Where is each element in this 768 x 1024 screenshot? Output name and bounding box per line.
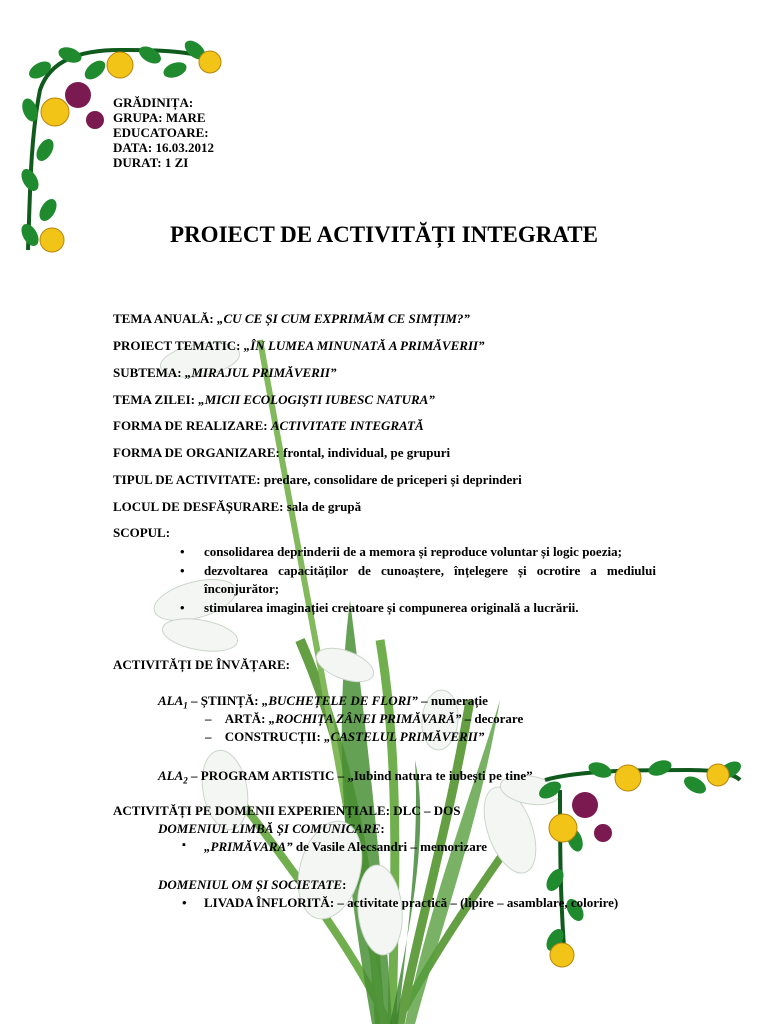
- realization-form-label: FORMA DE REALIZARE:: [113, 418, 271, 433]
- ala2-label: ALA: [158, 768, 184, 783]
- scope-list: [178, 543, 656, 618]
- ala2-line: [158, 768, 533, 786]
- bullet-icon: •: [180, 563, 185, 578]
- language-domain-line: DOMENIUL LIMBĂ ȘI COMUNICARE:: [158, 821, 385, 836]
- art-suffix: – decorare: [461, 711, 524, 726]
- poem-title: „PRIMĂVARA”: [204, 839, 293, 854]
- thematic-project-value: „ÎN LUMEA MINUNATĂ A PRIMĂVERII”: [243, 338, 485, 353]
- thematic-project-label: PROIECT TEMATIC:: [113, 338, 244, 353]
- subtheme-line: [113, 365, 336, 381]
- poem-line: [180, 839, 487, 855]
- ala1-suffix: – numerație: [417, 693, 488, 708]
- art-dash: –: [205, 711, 212, 726]
- society-domain-line: DOMENIUL OM ȘI SOCIETATE:: [158, 877, 347, 892]
- construction-value: „CASTELUL PRIMĂVERII”: [324, 729, 485, 744]
- thematic-project-line: [113, 338, 485, 354]
- poem-rest: de Vasile Alecsandri – memorizare: [292, 839, 487, 854]
- bullet-icon: •: [182, 895, 187, 910]
- location-line: LOCUL DE DESFĂȘURARE: sala de grupă: [113, 499, 362, 514]
- kindergarten-label: GRĂDINIȚA:: [113, 95, 194, 110]
- ala2-subscript: 2: [183, 775, 188, 786]
- art-label: ARTĂ:: [224, 711, 269, 726]
- snowdrop-bouquet: [150, 337, 562, 1024]
- subtheme-value: „MIRAJUL PRIMĂVERII”: [184, 365, 337, 380]
- list-item: • stimularea imaginației creatoare și compunerea originală a lucrării.: [180, 600, 579, 615]
- floral-corner-bottom-right: [536, 757, 744, 967]
- realization-form-value: ACTIVITATE INTEGRATĂ: [270, 418, 424, 433]
- construction-line: [205, 729, 484, 745]
- day-theme-value: „MICII ECOLOGIȘTI IUBESC NATURA”: [198, 392, 435, 407]
- subtheme-label: SUBTEMA:: [113, 365, 185, 380]
- day-theme-line: [113, 392, 435, 408]
- orchard-line: [180, 895, 618, 911]
- experiential-domains-heading: ACTIVITĂȚI PE DOMENII EXPERIENȚIALE: DLC – DOS: [113, 803, 461, 818]
- language-domain-label: DOMENIUL LIMBĂ ȘI COMUNICARE: [158, 821, 381, 836]
- ala1-label: ALA: [158, 693, 184, 708]
- ala2-text: – PROGRAM ARTISTIC – „Iubind natura te iubești pe tine”: [187, 768, 533, 783]
- learning-activities-heading: ACTIVITĂȚI DE ÎNVĂȚARE:: [113, 657, 290, 672]
- bullet-icon: •: [180, 544, 185, 559]
- day-theme-label: TEMA ZILEI:: [113, 392, 199, 407]
- construction-label: CONSTRUCȚII:: [224, 729, 325, 744]
- construction-dash: –: [205, 729, 212, 744]
- list-item: • consolidarea deprinderii de a memora și reproduce voluntar și logic poezia;: [180, 544, 622, 559]
- annual-theme-value: „CU CE ȘI CUM EXPRIMĂM CE SIMȚIM?”: [217, 311, 470, 326]
- bullet-icon: •: [180, 600, 185, 615]
- duration-label: DURAT: 1 ZI: [113, 155, 189, 170]
- square-bullet-icon: ▪: [182, 839, 186, 851]
- annual-theme-line: [113, 311, 470, 327]
- realization-form-line: [113, 418, 424, 434]
- activity-type-line: TIPUL DE ACTIVITATE: predare, consolidare de priceperi și deprinderi: [113, 472, 522, 487]
- ala1-line: [158, 693, 488, 711]
- list-item: • dezvoltarea capacităților de cunoaștere, înțelegere și ocrotire a mediului înconjurător;: [180, 563, 656, 596]
- page-title: PROIECT DE ACTIVITĂȚI INTEGRATE: [170, 222, 598, 247]
- ala1-dash: – ȘTIINȚĂ:: [187, 693, 262, 708]
- ala1-value: „BUCHEȚELE DE FLORI”: [261, 693, 418, 708]
- scope-heading: SCOPUL:: [113, 525, 171, 540]
- header-block: [113, 95, 214, 170]
- group-label: GRUPA: MARE: [113, 110, 206, 125]
- organization-form-line: FORMA DE ORGANIZARE: frontal, individual, pe grupuri: [113, 445, 451, 460]
- art-line: [205, 711, 523, 727]
- teacher-label: EDUCATOARE:: [113, 125, 209, 140]
- art-value: „ROCHIȚA ZÂNEI PRIMĂVARĂ”: [268, 711, 462, 726]
- society-domain-label: DOMENIUL OM ȘI SOCIETATE: [158, 877, 343, 892]
- annual-theme-label: TEMA ANUALĂ:: [113, 311, 218, 326]
- orchard-text: LIVADA ÎNFLORITĂ: – activitate practică – (lipire – asamblare, colorire): [204, 895, 619, 910]
- date-label: DATA: 16.03.2012: [113, 140, 214, 155]
- ala1-subscript: 1: [183, 700, 188, 711]
